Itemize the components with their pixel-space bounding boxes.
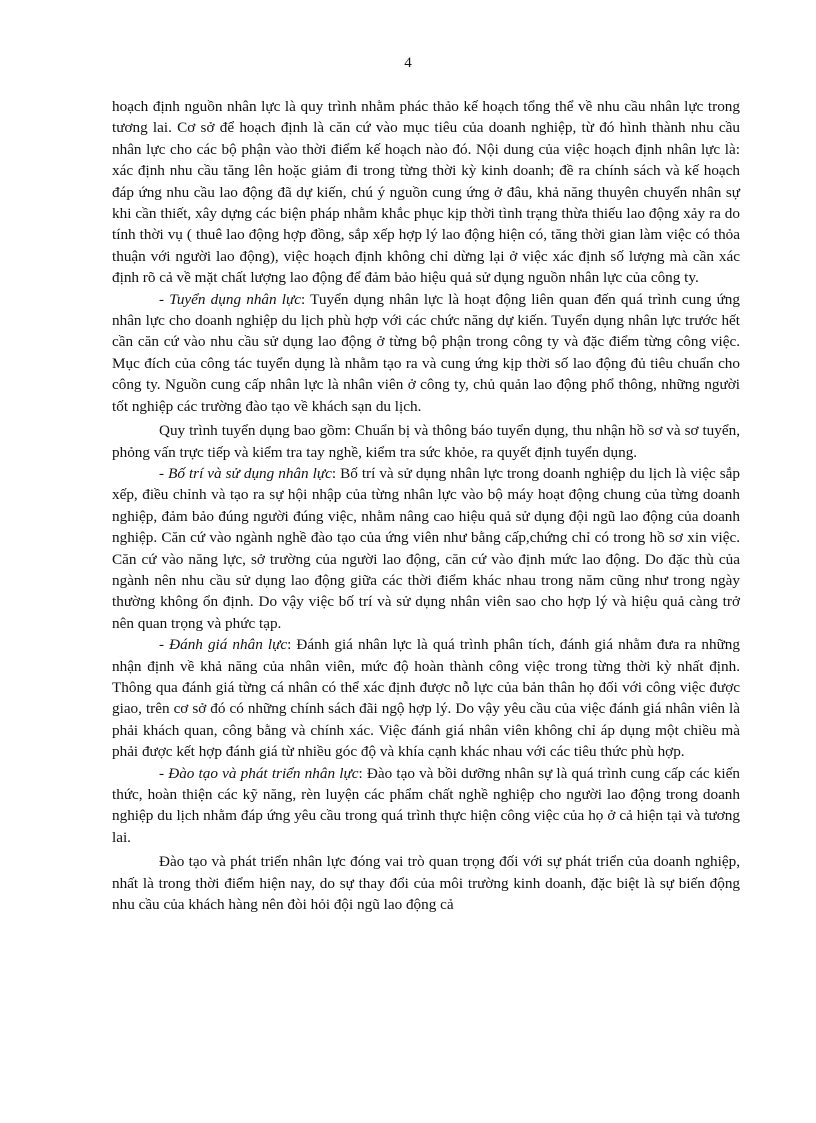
paragraph-recruitment-process: Quy trình tuyển dụng bao gồm: Chuẩn bị và thông báo tuyển dụng, thu nhận hồ sơ và sơ tuyển, phỏng vấn trực tiếp và kiểm tra tay nghề, kiểm tra sức khỏe, ra quyết định tuyển dụng. <box>112 422 740 461</box>
paragraph-training-importance: Đào tạo và phát triển nhân lực đóng vai trò quan trọng đối với sự phát triển của doanh nghiệp, nhất là trong thời điểm hiện nay, do sự thay đổi của môi trường kinh doanh, đặc biệt là sự biến động nhu cầu của khách hàng nên đòi hỏi đội ngũ lao động cả <box>112 853 740 914</box>
training-text: : Đào tạo và bồi dưỡng nhân sự là quá trình cung cấp các kiến thức, hoàn thiện các kỹ năng, rèn luyện các phẩm chất nghề nghiệp cho người lao động trong doanh nghiệp du lịch nhằm đáp ứng yêu cầu trong quá trình thực hiện công việc của họ ở cả hiện tại và tương lai. <box>112 764 740 846</box>
allocation-text: : Bố trí và sử dụng nhân lực trong doanh nghiệp du lịch là việc sắp xếp, điều chỉnh và tạo ra sự hội nhập của từng nhân lực vào bộ máy hoạt động chung của từng doanh nghiệp, đảm bảo đúng người đúng việc, nhằm nâng cao hiệu quả sử dụng đội ngũ lao động của doanh nghiệp. Căn cứ vào ngành nghề đào tạo của ứng viên như bằng cấp,chứng chỉ có trong hồ sơ xin việc. Căn cứ vào năng lực, sở trường của người lao động, căn cứ vào định mức lao động. Do đặc thù của ngành nên nhu cầu sử dụng lao động giữa các thời điểm khác nhau trong năm cũng như trong ngày thường không ổn định. Do vậy việc bố trí và sử dụng nhân viên sao cho hợp lý và hiệu quả càng trở nên quan trọng và phức tạp. <box>112 464 740 632</box>
paragraph-allocation <box>112 463 740 634</box>
page-number: 4 <box>404 55 412 71</box>
allocation-heading: - Bố trí và sử dụng nhân lực <box>159 464 332 482</box>
recruitment-heading: - Tuyển dụng nhân lực <box>159 290 302 308</box>
recruitment-text: : Tuyển dụng nhân lực là hoạt động liên quan đến quá trình cung ứng nhân lực cho doanh nghiệp du lịch phù hợp với các chức năng dự kiến. Tuyển dụng nhân lực trước hết cần căn cứ vào nhu cầu sử dụng lao động ở từng bộ phận trong công ty và đặc điểm từng công việc. Mục đích của công tác tuyển dụng là nhằm tạo ra và cung ứng kịp thời số lao động đủ tiêu chuẩn cho công ty. Nguồn cung cấp nhân lực là nhân viên ở công ty, chủ quản lao động phổ thông, những người tốt nghiệp các trường đào tạo về khách sạn du lịch. <box>112 290 740 415</box>
evaluation-heading: - Đánh giá nhân lực <box>159 636 288 654</box>
paragraph-evaluation <box>112 634 740 762</box>
body-text <box>112 96 740 915</box>
paragraph-training <box>112 763 740 849</box>
paragraph-recruitment <box>112 289 740 417</box>
evaluation-text: : Đánh giá nhân lực là quá trình phân tích, đánh giá nhằm đưa ra những nhận định về khả năng của nhân viên, mức độ hoàn thành công việc trong từng thời kỳ nhất định. Thông qua đánh giá từng cá nhân có thể xác định được nỗ lực của bản thân họ đối với công việc được giao, trên cơ sở đó có những chính sách đãi ngộ hợp lý. Do vậy yêu cầu của việc đánh giá nhân viên là phải khách quan, công bằng và chính xác. Việc đánh giá nhân viên không chỉ áp dụng một chiều mà phải được kết hợp đánh giá từ nhiều góc độ và khía cạnh khác nhau với các tiêu thức phù hợp. <box>112 636 740 761</box>
paragraph-planning-continued: hoạch định nguồn nhân lực là quy trình nhằm phác thảo kế hoạch tổng thể về nhu cầu nhân lực trong tương lai. Cơ sở để hoạch định là căn cứ vào mục tiêu của doanh nghiệp, từ đó hình thành nhu cầu nhân lực cho các bộ phận vào thời điểm kế hoạch nào đó. Nội dung của việc hoạch định nhân lực là: xác định nhu cầu tăng lên hoặc giảm đi trong từng thời kỳ kinh doanh; đề ra chính sách và kế hoạch đáp ứng nhu cầu lao động đã dự kiến, chú ý nguồn cung ứng ở đâu, khả năng thuyên chuyển nhân sự khi cần thiết, xây dựng các biện pháp nhằm khắc phục kịp thời tình trạng thừa thiếu lao động xảy ra do tính thời vụ ( thuê lao động hợp đồng, sắp xếp hợp lý lao động hiện có, tăng thời gian làm việc có thỏa thuận với người lao động), việc hoạch định không chỉ dừng lại ở việc xác định số lượng mà cần xác định rõ cả về mặt chất lượng lao động để đảm bảo hiệu quả sử dụng nguồn nhân lực của công ty. <box>112 98 740 287</box>
training-heading: - Đào tạo và phát triển nhân lực <box>159 764 359 782</box>
